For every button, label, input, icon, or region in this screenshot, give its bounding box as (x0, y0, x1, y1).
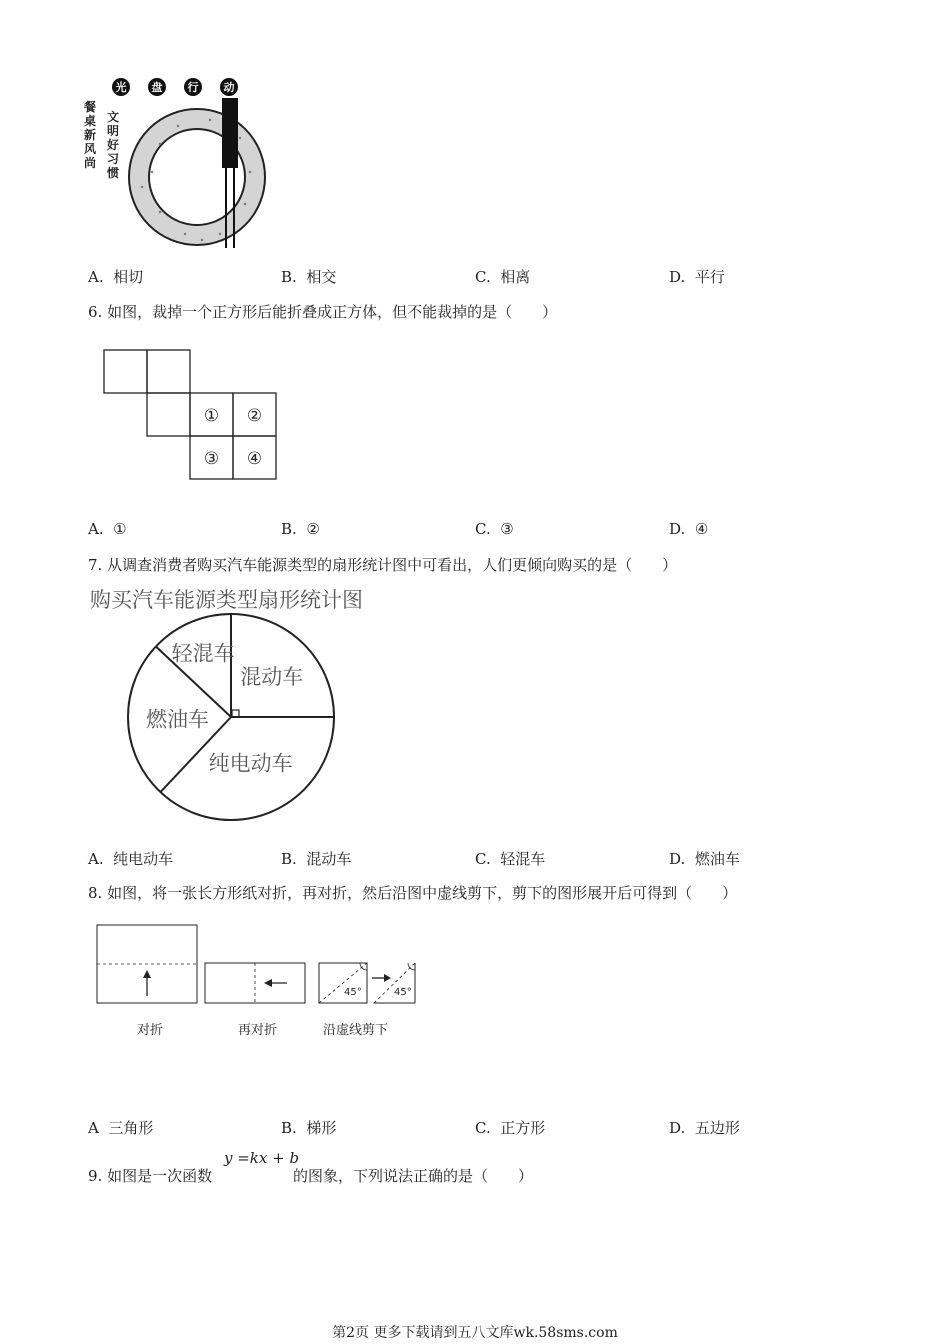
cell-label: ① (203, 406, 220, 426)
pie-slice-label: 纯电动车 (208, 751, 293, 776)
badge-char: 行 (187, 81, 199, 94)
option-d[interactable] (669, 520, 708, 538)
option-c[interactable] (475, 1117, 545, 1138)
option-a[interactable] (88, 1117, 153, 1138)
option-text: 相离 (500, 268, 531, 286)
question-9-stem-prefix: 9. 如图是一次函数 (88, 1167, 213, 1185)
chart-title: 购买汽车能源类型扇形统计图 (90, 588, 363, 612)
caption-cut: 沿虚线剪下 (323, 1023, 389, 1038)
question-6-stem: 6. 如图，裁掉一个正方形后能折叠成正方体，但不能裁掉的是（ ） (88, 303, 558, 321)
option-text: 三角形 (108, 1119, 154, 1137)
option-text: 正方形 (500, 1119, 546, 1137)
option-d[interactable] (669, 1117, 740, 1138)
option-letter: A. (88, 850, 104, 868)
option-text: 混动车 (306, 850, 352, 868)
paper-fold-figure (92, 920, 422, 1010)
option-letter: A. (88, 520, 104, 538)
option-c[interactable] (475, 266, 530, 287)
option-b[interactable] (281, 266, 336, 287)
badge-char: 光 (115, 81, 127, 94)
option-letter: A. (88, 268, 104, 286)
angle-label: 45° (344, 987, 362, 998)
option-letter: C. (475, 1119, 491, 1137)
option-text: ① (113, 520, 127, 538)
option-text: 相切 (113, 268, 144, 286)
option-c[interactable] (475, 520, 514, 538)
option-a[interactable] (88, 266, 143, 287)
pie-slice-label: 混动车 (240, 665, 304, 690)
option-letter: B. (281, 268, 297, 286)
option-text: 轻混车 (500, 850, 546, 868)
option-text: 梯形 (306, 1119, 337, 1137)
option-d[interactable] (669, 266, 725, 287)
option-b[interactable] (281, 520, 320, 538)
option-text: 燃油车 (694, 850, 740, 868)
question-8-stem: 8. 如图，将一张长方形纸对折，再对折，然后沿图中虚线剪下，剪下的图形展开后可得到（ ） (88, 884, 738, 902)
cell-label: ③ (203, 449, 220, 469)
badge-char: 动 (223, 81, 235, 94)
option-letter: A (88, 1119, 99, 1137)
option-a[interactable] (88, 520, 127, 538)
pie-slice-label: 轻混车 (171, 641, 235, 666)
option-letter: D. (669, 520, 686, 538)
option-c[interactable] (475, 848, 545, 869)
option-text: 纯电动车 (113, 850, 174, 868)
option-letter: D. (669, 268, 686, 286)
question-7-stem: 7. 从调查消费者购买汽车能源类型的扇形统计图中可看出，人们更倾向购买的是（ ） (88, 556, 678, 574)
option-letter: B. (281, 1119, 297, 1137)
option-text: ② (306, 520, 320, 538)
angle-label: 45° (394, 987, 412, 998)
caption-fold-again: 再对折 (238, 1023, 278, 1038)
cube-net-figure (100, 346, 282, 482)
chopsticks (222, 98, 238, 168)
option-text: 相交 (306, 268, 337, 286)
option-d[interactable] (669, 848, 740, 869)
option-letter: B. (281, 850, 297, 868)
option-text: 五边形 (694, 1119, 740, 1137)
option-b[interactable] (281, 1117, 336, 1138)
plate-left-text: 餐 桌 新 风 尚 (84, 100, 97, 170)
option-b[interactable] (281, 848, 351, 869)
badge-char: 盘 (151, 81, 163, 94)
page-footer: 第2页 更多下载请到五八文库wk.58sms.com (332, 1325, 618, 1341)
pie-chart (120, 612, 342, 834)
option-letter: C. (475, 520, 491, 538)
plate-inner-text: 文 明 好 习 惯 (107, 110, 120, 180)
question-9-stem-suffix: 的图象，下列说法正确的是（ ） (293, 1167, 534, 1185)
option-text: ③ (500, 520, 514, 538)
pie-slice-label: 燃油车 (145, 707, 209, 732)
top-badges (112, 78, 238, 96)
option-letter: B. (281, 520, 297, 538)
option-letter: D. (669, 1119, 686, 1137)
cell-label: ② (246, 406, 263, 426)
option-letter: D. (669, 850, 686, 868)
option-letter: C. (475, 268, 491, 286)
caption-fold: 对折 (137, 1023, 164, 1038)
cell-label: ④ (246, 449, 263, 469)
option-a[interactable] (88, 848, 173, 869)
option-text: 平行 (694, 268, 725, 286)
option-letter: C. (475, 850, 491, 868)
formula: y =kx + b (224, 1149, 300, 1167)
option-text: ④ (694, 520, 709, 538)
